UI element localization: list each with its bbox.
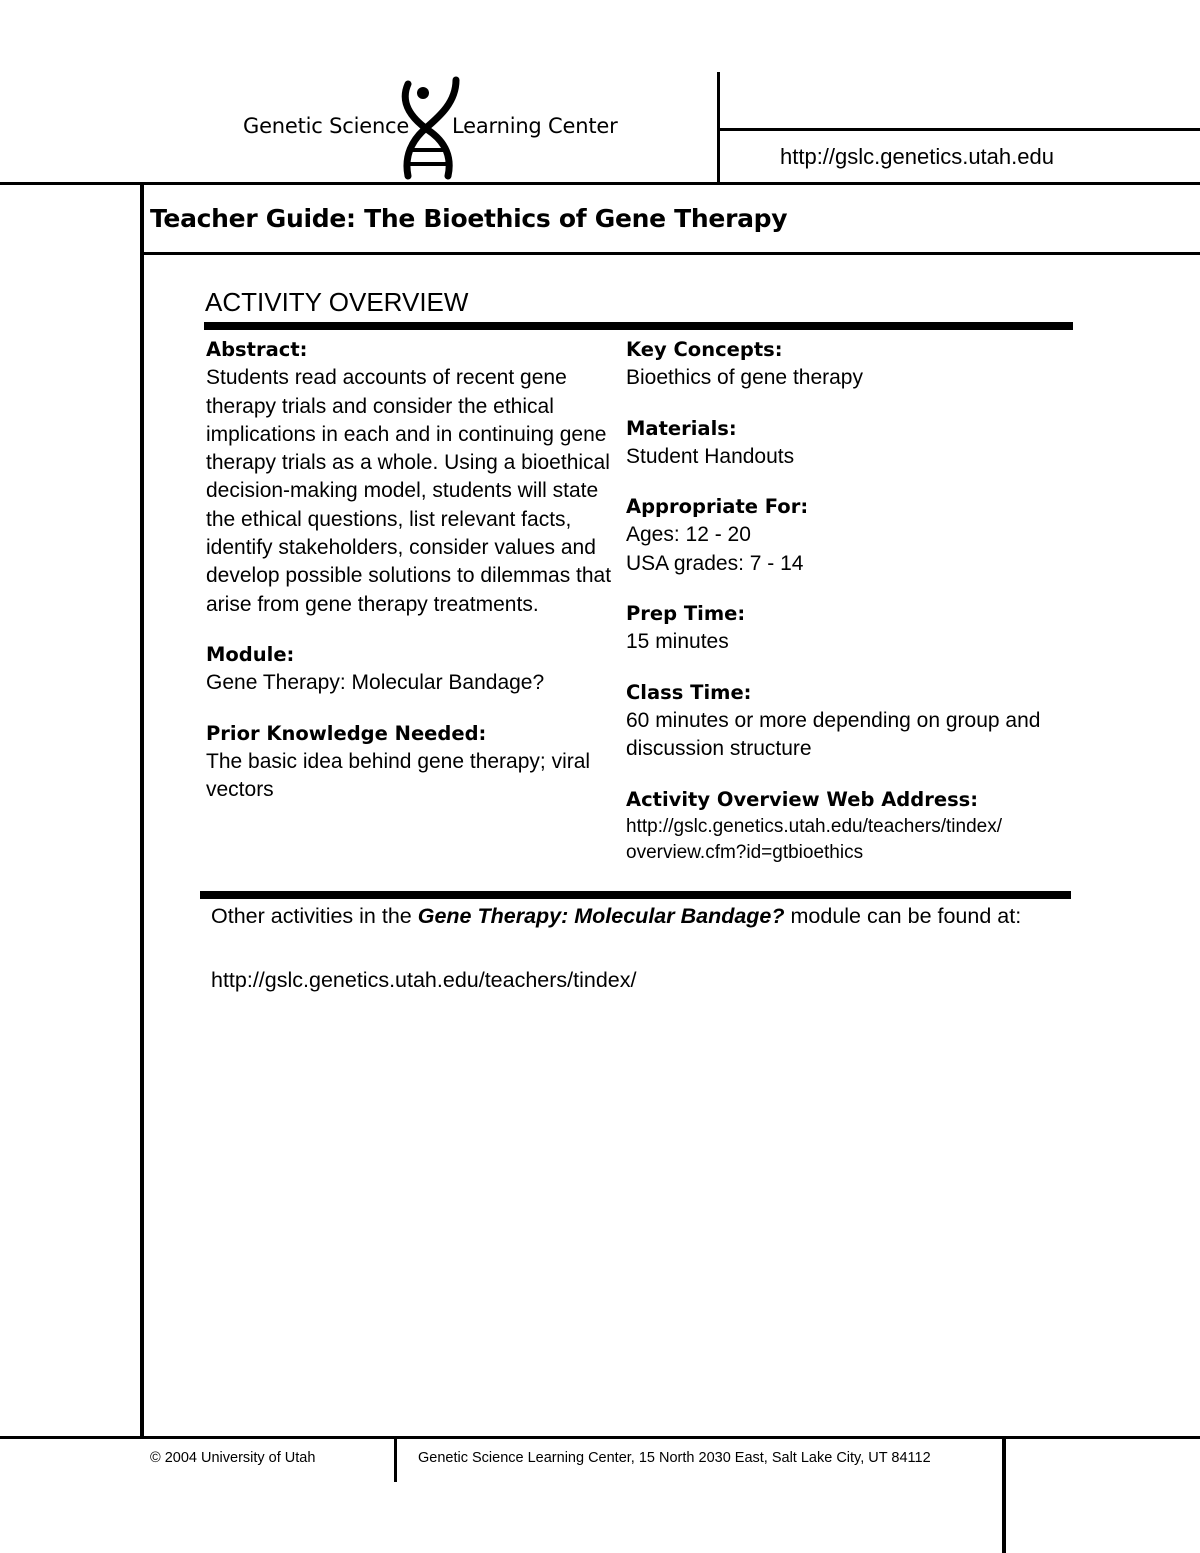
title-rule — [140, 252, 1200, 255]
prior-knowledge-section — [206, 720, 616, 805]
prep-time-label: Prep Time: — [626, 602, 746, 626]
module-section — [206, 641, 616, 698]
logo-text-right: Learning Center — [452, 114, 618, 138]
key-concepts-section — [626, 336, 1071, 393]
class-time-section — [626, 679, 1071, 764]
materials-text: Student Handouts — [626, 444, 795, 468]
frame-left-border — [140, 182, 144, 1438]
web-address-line-2[interactable]: overview.cfm?id=gtbioethics — [626, 841, 864, 863]
materials-label: Materials: — [626, 416, 737, 440]
prep-time-text: 15 minutes — [626, 630, 729, 654]
other-activities-text — [211, 902, 1031, 931]
key-concepts-label: Key Concepts: — [626, 338, 783, 361]
module-label: Module: — [206, 642, 295, 666]
overview-heading: ACTIVITY OVERVIEW — [205, 287, 469, 317]
other-prefix: Other activities in the — [211, 904, 418, 928]
overview-rule-top — [204, 322, 1073, 330]
abstract-section — [206, 336, 616, 619]
footer-address: Genetic Science Learning Center, 15 North 2030 East, Salt Lake City, UT 84112 — [418, 1450, 931, 1466]
site-url[interactable]: http://gslc.genetics.utah.edu — [780, 144, 1054, 169]
overview-left-column — [206, 336, 616, 826]
materials-section — [626, 415, 1071, 472]
overview-right-column — [626, 336, 1071, 888]
logo-text-left: Genetic Science — [243, 114, 410, 138]
module-text: Gene Therapy: Molecular Bandage? — [206, 671, 545, 695]
overview-rule-bottom — [200, 891, 1071, 899]
abstract-label: Abstract: — [206, 338, 308, 361]
web-address-line-1[interactable]: http://gslc.genetics.utah.edu/teachers/tindex/ — [626, 815, 1003, 837]
class-time-text: 60 minutes or more depending on group and discussion structure — [626, 708, 1041, 761]
header-rule-bottom — [0, 182, 1200, 185]
other-module-name: Gene Therapy: Molecular Bandage? — [417, 904, 785, 928]
class-time-label: Class Time: — [626, 680, 752, 704]
prior-knowledge-text: The basic idea behind gene therapy; viral vectors — [206, 749, 591, 802]
header-url-rule-top — [717, 128, 1200, 131]
header-divider-vertical — [717, 72, 720, 182]
grades-text: USA grades: 7 - 14 — [626, 551, 804, 575]
footer-copyright: © 2004 University of Utah — [150, 1450, 316, 1466]
other-suffix: module can be found at: — [784, 904, 1022, 928]
ages-text: Ages: 12 - 20 — [626, 523, 751, 547]
web-address-section — [626, 786, 1071, 866]
footer-rule — [0, 1436, 1200, 1439]
footer-right-border — [1002, 1436, 1006, 1553]
prior-knowledge-label: Prior Knowledge Needed: — [206, 721, 487, 745]
prep-time-section — [626, 600, 1071, 657]
appropriate-for-label: Appropriate For: — [626, 495, 809, 519]
other-activities-url[interactable]: http://gslc.genetics.utah.edu/teachers/tindex/ — [211, 968, 637, 992]
footer-divider — [394, 1436, 397, 1482]
page-title: Teacher Guide: The Bioethics of Gene Therapy — [150, 204, 788, 233]
key-concepts-text: Bioethics of gene therapy — [626, 366, 863, 390]
appropriate-for-section — [626, 493, 1071, 578]
abstract-text: Students read accounts of recent gene therapy trials and consider the ethical implications in each and in continuing gene therapy trials as a whole. Using a bioethical decision-making model, students will state the ethical questions, list relevant facts, identify stakeholders, consider values and develop possible solutions to dilemmas that arise from gene therapy treatments. — [206, 366, 612, 616]
web-address-label: Activity Overview Web Address: — [626, 787, 979, 811]
